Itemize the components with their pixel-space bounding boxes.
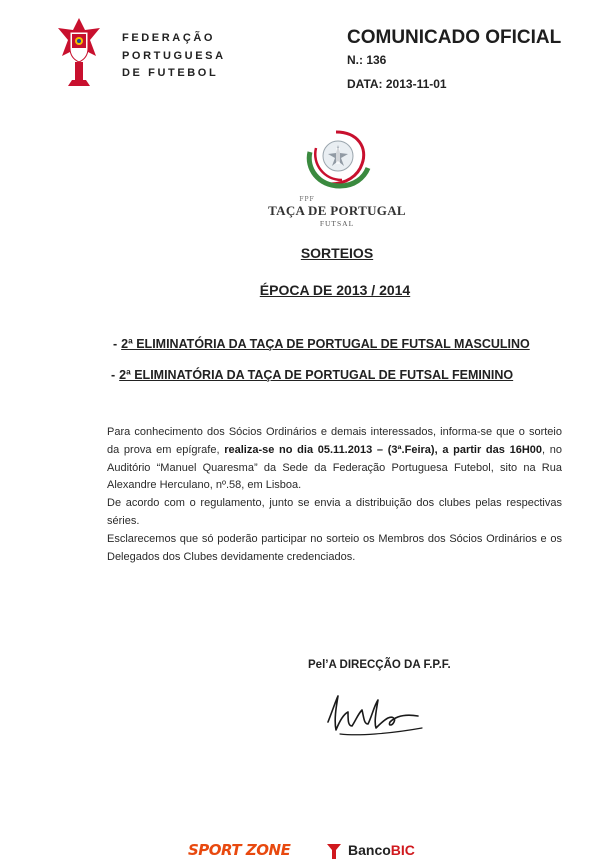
paragraph-regulamento: De acordo com o regulamento, junto se envia a distribuição dos clubes pelas respectivas séries. <box>107 497 562 527</box>
document-type-title: COMUNICADO OFICIAL <box>347 27 562 48</box>
body-text <box>107 424 562 566</box>
bancobic-logo <box>348 842 415 858</box>
bancobic-banco: Banco <box>348 842 391 858</box>
list-dash: - <box>113 337 118 351</box>
document-number: N.: 136 <box>347 53 387 67</box>
taca-de-portugal-futsal-logo <box>296 128 376 196</box>
taca-logo-fpf: FPF <box>299 196 315 203</box>
eliminatoria-masculino: 2ª ELIMINATÓRIA DA TAÇA DE PORTUGAL DE FUTSAL MASCULINO <box>121 337 530 351</box>
sportzone-sport: SPORT <box>188 841 242 859</box>
sponsor-footer <box>0 839 614 863</box>
federation-line-2: PORTUGUESA <box>122 49 226 62</box>
eliminatoria-feminino: 2ª ELIMINATÓRIA DA TAÇA DE PORTUGAL DE FUTSAL FEMININO <box>119 368 514 382</box>
federation-name <box>122 30 226 83</box>
taca-logo-title: TAÇA DE PORTUGAL <box>268 203 406 218</box>
paragraph-sorteio <box>107 424 562 495</box>
bancobic-icon <box>324 841 344 861</box>
sportzone-zone: ZONE <box>245 841 291 859</box>
bancobic-bic: BIC <box>390 842 415 858</box>
paragraph-1-rest: , no Auditório “Manuel Quaresma” da Sede da Federação Portuguesa Futebol, sito na Rua Alexandre Herculano, nº.58, em Lisboa. <box>107 443 562 492</box>
signature-label: Pel’A DIRECÇÃO DA F.P.F. <box>308 659 451 671</box>
eliminatoria-item <box>111 368 513 382</box>
handwritten-signature <box>318 690 438 740</box>
paragraph-1-bold: realiza-se no dia 05.11.2013 – (3ª.Feira), a partir das 16H00 <box>224 443 542 456</box>
document-date: DATA: 2013-11-01 <box>347 77 447 91</box>
federation-line-3: DE FUTEBOL <box>122 67 219 79</box>
heading-sorteios: SORTEIOS <box>300 245 374 261</box>
taca-logo-subtitle: FUTSAL <box>319 219 355 228</box>
heading-epoca: ÉPOCA DE 2013 / 2014 <box>259 282 411 298</box>
sportzone-logo <box>188 841 290 859</box>
fpf-crest-icon <box>56 16 102 90</box>
paragraph-esclarecimento: Esclarecemos que só poderão participar no sorteio os Membros dos Sócios Ordinários e os Delegados dos Clubes devidamente credenciados. <box>107 532 562 563</box>
eliminatoria-item <box>113 337 530 351</box>
list-dash: - <box>111 368 116 382</box>
federation-line-1: FEDERAÇÃO <box>122 32 216 44</box>
paragraph-1-intro: Para conhecimento dos Sócios Ordinários e demais interessados, informa-se que o sorteio da prova em epígrafe, <box>107 426 562 456</box>
